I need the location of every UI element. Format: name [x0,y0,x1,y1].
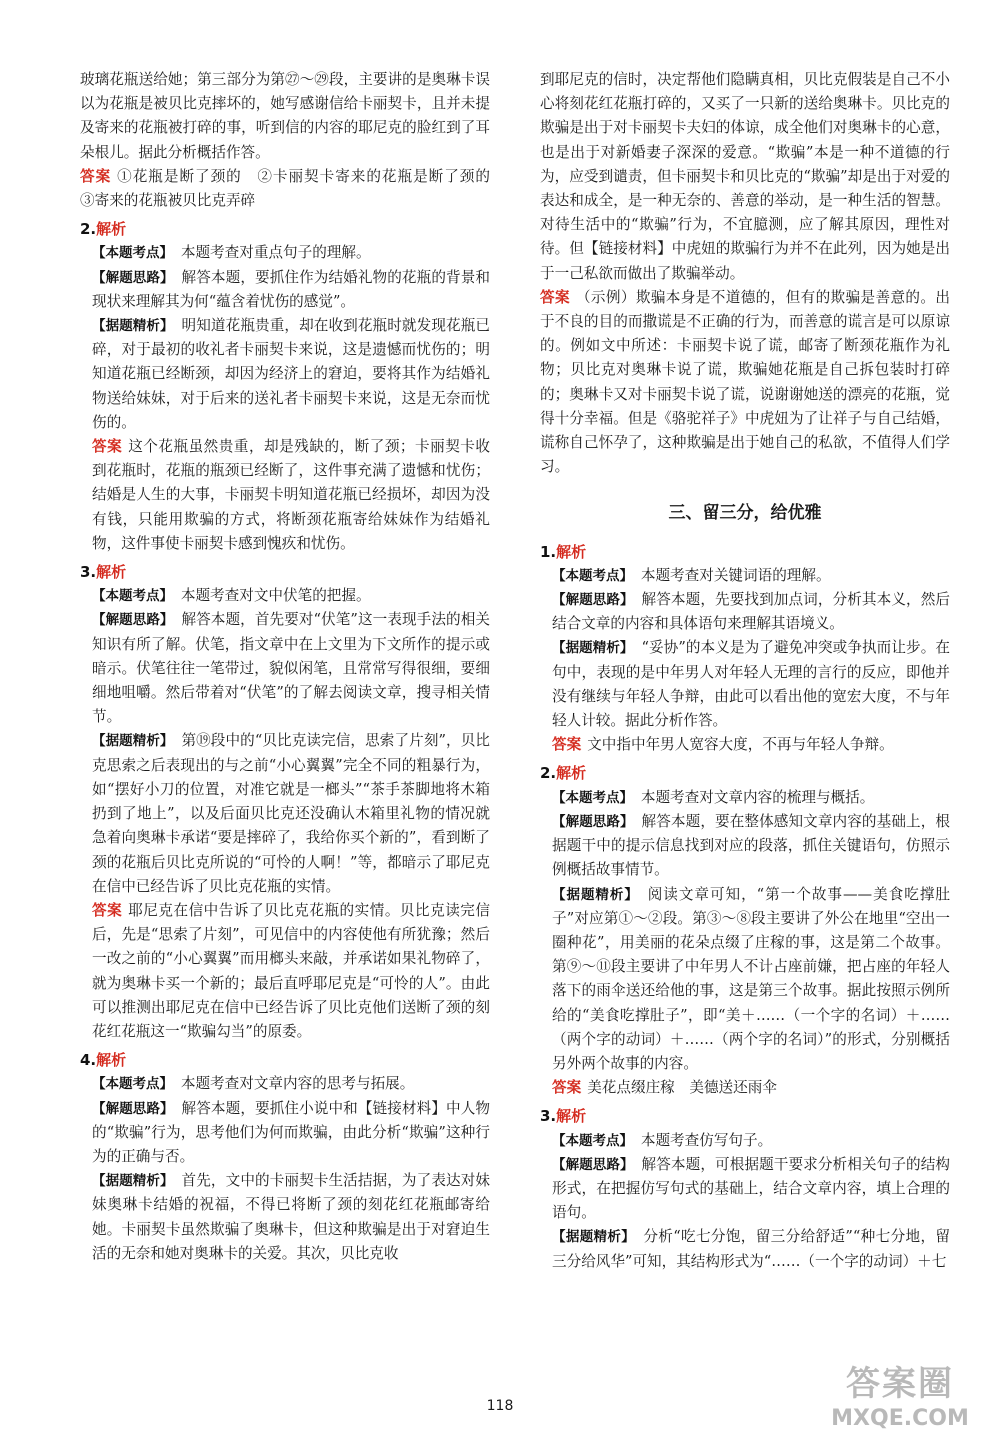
jingxi-line: 【据题精析】 第⑲段中的“贝比克读完信，思索了片刻”，贝比克思索之后表现出的与之前“小心翼翼”完全不同的粗暴行为，如“摆好小刀的位置，对准它就是一榔头”“茶手茶脚地将木箱扔到了地上”，以及后面贝比克还没确认木箱里礼物的情况就急着向奥琳卡承诺“要是摔碎了，我给你买个新的”，看到断了颈的花瓶后贝比克所说的“可怜的人啊！”等，都暗示了耶尼克在信中已经告诉了贝比克花瓶的实情。 [92,732,490,895]
silu-line: 【解题思路】 解答本题，要抓住作为结婚礼物的花瓶的背景和现状来理解其为何“蕴含着忧伤的感觉”。 [92,268,490,310]
jingxi-line: 【据题精析】 明知道花瓶贵重，却在收到花瓶时就发现花瓶已碎，对于最初的收礼者卡丽契卡来说，这是遗憾而忧伤的；明知道花瓶已经断颈，却因为经济上的窘迫，要将其作为结婚礼物送给妹妹，对于后来的送礼者卡丽契卡来说，这是无奈而忧伤的。 [92,317,490,431]
answer-line: 答案 耶尼克在信中告诉了贝比克花瓶的实情。贝比克读完信后，先是“思索了片刻”，可见信中的内容使他有所犹豫；然后一改之前的“小心翼翼”而用榔头来敲，并承诺如果礼物碎了，就为奥琳卡买一个新的；最后直呼耶尼克是“可怜的人”。由此可以推测出耶尼克在信中已经告诉了贝比克他们送断了颈的刻花红花瓶这一“欺骗勾当”的原委。 [92,901,490,1040]
continuation-answer: 答案 （示例）欺骗本身是不道德的，但有的欺骗是善意的。出于不良的目的而撒谎是不正确的行为，而善意的谎言是可以原谅的。例如文中所述：卡丽契卡说了谎，邮寄了断颈花瓶作为礼物；贝比克对奥琳卡说了谎，欺骗她花瓶是自己拆包装时打碎的；奥琳卡又对卡丽契卡说了谎，说谢谢她送的漂亮的花瓶，觉得十分幸福。但是《骆驼祥子》中虎妞为了让祥子与自己结婚，谎称自己怀孕了，这种欺骗是出于她自己的私欲，不值得人们学习。 [540,288,950,476]
silu-line: 【解题思路】 解答本题，要在整体感知文章内容的基础上，根据题干中的提示信息找到对应的段落，抓住关键语句，仿照示例概括故事情节。 [552,812,950,879]
kaodian-line: 【本题考点】 本题考查对文章内容的梳理与概括。 [552,788,875,806]
silu-line: 【解题思路】 解答本题，要抓住小说中和【链接材料】中人物的“欺骗”行为，思考他们为何而欺骗，由此分析“欺骗”这种行为的正确与否。 [92,1099,490,1165]
question-heading: 3.解析 [80,563,127,582]
question-heading: 4.解析 [80,1051,127,1070]
question-block [80,1048,490,1266]
watermark-logo: 答案圈 MXQE.COM [831,1364,969,1431]
question-block [540,1104,950,1273]
left-column [80,68,505,1266]
jingxi-line: 【据题精析】 “妥协”的本义是为了避免冲突或争执而让步。在句中，表现的是中年男人对年轻人无理的言行的反应，即他并没有继续与年轻人争辩，由此可以看出他的宽宏大度，不与年轻人计较。据此分析作答。 [552,639,950,730]
question-heading: 2.解析 [80,220,127,239]
answer-line: 答案 美花点缀庄稼 美德送还雨伞 [552,1079,777,1097]
question-block [80,217,490,556]
kaodian-line: 【本题考点】 本题考查对文中伏笔的把握。 [92,587,371,605]
silu-line: 【解题思路】 解答本题，首先要对“伏笔”这一表现手法的相关知识有所了解。伏笔，指文章中在上文里为下文所作的提示或暗示。伏笔往往一笔带过，貌似闲笔，且常常写得很细，要细细地咀嚼。然后带着对“伏笔”的了解去阅读文章，搜寻相关情节。 [92,611,490,726]
kaodian-line: 【本题考点】 本题考查对关键词语的理解。 [552,566,831,584]
answer-label: 答案 [80,167,112,185]
intro-paragraph: 玻璃花瓶送给她；第三部分为第㉗～㉙段，主要讲的是奥琳卡误以为花瓶是被贝比克摔坏的，她写感谢信给卡丽契卡，且并未提及寄来的花瓶被打碎的事，听到信的内容的耶尼克的脸红到了耳朵根儿。据此分析概括作答。 [80,71,490,161]
intro-answer: 答案 ①花瓶是断了颈的 ②卡丽契卡寄来的花瓶是断了颈的 ③寄来的花瓶被贝比克弄碎 [80,167,505,210]
answer-line: 答案 这个花瓶虽然贵重，却是残缺的，断了颈；卡丽契卡收到花瓶时，花瓶的瓶颈已经断了，这件事充满了遗憾和忧伤；结婚是人生的大事，卡丽契卡明知道花瓶已经损坏，却因为没有钱，只能用欺骗的方式，将断颈花瓶寄给妹妹作为结婚礼物，这件事使卡丽契卡感到愧疚和忧伤。 [92,438,490,552]
answer-line: 答案 文中指中年男人宽容大度，不再与年轻人争辩。 [552,736,894,754]
silu-line: 【解题思路】 解答本题，可根据题干要求分析相关句子的结构形式，在把握仿写句式的基础上，结合文章内容，填上合理的语句。 [552,1155,950,1222]
jingxi-line: 【据题精析】 首先，文中的卡丽契卡生活拮据，为了表达对妹妹奥琳卡结婚的祝福，不得已将断了颈的刻花红花瓶邮寄给她。卡丽契卡虽然欺骗了奥琳卡，但这种欺骗是出于对窘迫生活的无奈和她对奥琳卡的关爱。其次，贝比克收 [92,1172,490,1262]
page-number: 118 [486,1398,514,1414]
continuation-paragraph: 到耶尼克的信时，决定帮他们隐瞒真相，贝比克假装是自己不小心将刻花红花瓶打碎的，又买了一只新的送给奥琳卡。贝比克的欺骗是出于对卡丽契卡夫妇的体谅，成全他们对奥琳卡的心意，也是出于对新婚妻子深深的爱意。“欺骗”本是一种不道德的行为，应受到谴责，但卡丽契卡和贝比克的“欺骗”却是出于对爱的表达和成全，是一种无奈的、善意的举动，是一种生活的智慧。对待生活中的“欺骗”行为，不宜臆测，应了解其原因，理性对待。但【链接材料】中虎妞的欺骗行为并不在此列，因为她是出于一己私欲而做出了欺骗举动。 [540,71,950,282]
question-block [540,540,950,758]
kaodian-line: 【本题考点】 本题考查对文章内容的思考与拓展。 [92,1075,415,1093]
silu-line: 【解题思路】 解答本题，先要找到加点词，分析其本义，然后结合文章的内容和具体语句来理解其语境义。 [552,591,950,633]
question-block [80,560,490,1044]
question-block [540,761,950,1100]
section-title: 三、留三分，给优雅 [668,503,822,524]
kaodian-line: 【本题考点】 本题考查仿写句子。 [552,1131,773,1149]
question-heading: 2.解析 [540,764,587,783]
question-heading: 1.解析 [540,542,587,561]
question-heading: 3.解析 [540,1107,587,1126]
jingxi-line: 【据题精析】 阅读文章可知，“第一个故事——美食吃撑肚子”对应第①～②段。第③～⑧段主要讲了外公在地里“空出一圈种花”，用美丽的花朵点缀了庄稼的事，这是第二个故事。第⑨～⑪段主要讲了中年男人不计占座前嫌，把占座的年轻人落下的雨伞送还给他的事，这是第三个故事。据此按照示例所给的“美食吃撑肚子”，即“美＋……（一个字的名词）＋……（两个字的动词）＋……（两个字的名词）”的形式，分别概括另外两个故事的内容。 [552,885,950,1072]
kaodian-line: 【本题考点】 本题考查对重点句子的理解。 [92,244,371,262]
answer-label: 答案 [540,288,570,306]
right-column [540,68,950,1274]
jingxi-line: 【据题精析】 分析“吃七分饱，留三分给舒适”“种七分地，留三分给风华”可知，其结构形式为“……（一个字的动词）＋七 [552,1228,950,1270]
